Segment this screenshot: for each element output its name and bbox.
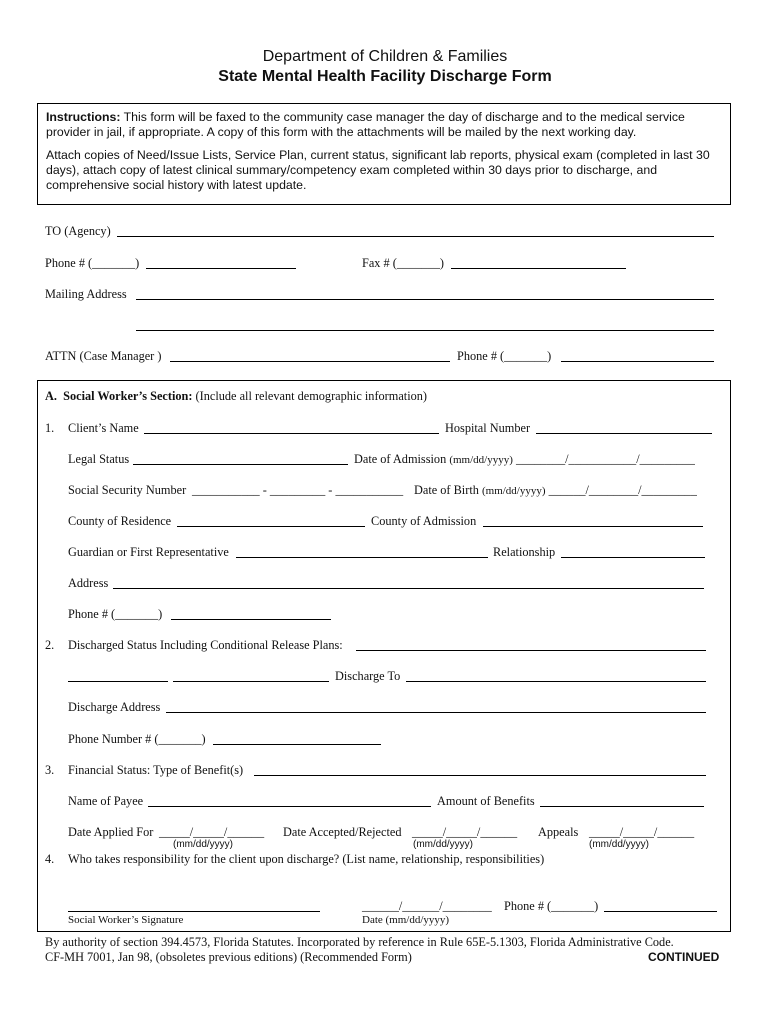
instructions-box <box>37 103 731 205</box>
form-id: CF-MH 7001, Jan 98, (obsoletes previous editions) (Recommended Form) <box>45 950 412 964</box>
date-applied-label: Date Applied For <box>68 825 154 839</box>
date-applied-field[interactable]: _____/_____/______ <box>159 825 265 839</box>
appeals-label: Appeals <box>538 825 579 839</box>
section-a-letter: A. <box>45 389 57 403</box>
name-of-payee-label: Name of Payee <box>68 794 144 808</box>
authority-statement: By authority of section 394.4573, Florida Statutes. Incorporated by reference in Rule 65E-5.1303, Florida Administrative Code. <box>45 935 674 949</box>
county-residence-label: County of Residence <box>68 514 172 528</box>
discharged-status-field[interactable] <box>356 650 706 651</box>
amount-of-benefits-label: Amount of Benefits <box>437 794 535 808</box>
item-2-number: 2. <box>45 638 55 652</box>
address-field[interactable] <box>113 588 704 589</box>
date-of-birth-format: (mm/dd/yyyy) <box>481 485 546 497</box>
date-of-admission-text: Date of Admission <box>354 452 447 466</box>
fax-label: Fax # (_______) <box>362 256 444 270</box>
hospital-number-label: Hospital Number <box>445 421 531 435</box>
date-accepted-field[interactable]: _____/_____/______ <box>412 825 518 839</box>
clients-name-label: Client’s Name <box>68 421 139 435</box>
county-admission-label: County of Admission <box>371 514 477 528</box>
item-1-number: 1. <box>45 421 55 435</box>
signature-date-label: Date (mm/dd/yyyy) <box>362 914 450 926</box>
signature-phone-field[interactable] <box>604 911 717 912</box>
clients-name-field[interactable] <box>144 433 439 434</box>
date-of-birth-label <box>414 483 697 498</box>
relationship-field[interactable] <box>561 557 705 558</box>
attn-field[interactable] <box>170 361 450 362</box>
date-of-admission-field[interactable]: ________/___________/_________ <box>515 452 695 466</box>
county-residence-field[interactable] <box>177 526 365 527</box>
form-title: State Mental Health Facility Discharge Form <box>218 68 552 85</box>
mailing-address-field-1[interactable] <box>136 299 714 300</box>
section-a-title: Social Worker’s Section: <box>63 389 193 403</box>
legal-status-label: Legal Status <box>68 452 130 466</box>
address-label: Address <box>68 576 109 590</box>
discharge-to-field[interactable] <box>406 681 706 682</box>
amount-of-benefits-field[interactable] <box>540 806 704 807</box>
discharge-blank-2[interactable] <box>173 681 329 682</box>
appeals-format: (mm/dd/yyyy) <box>589 839 649 850</box>
discharge-address-label: Discharge Address <box>68 700 161 714</box>
client-phone-label: Phone # (_______) <box>68 607 163 621</box>
discharge-phone-label: Phone Number # (_______) <box>68 732 206 746</box>
item-3-number: 3. <box>45 763 55 777</box>
date-of-birth-text: Date of Birth <box>414 483 479 497</box>
legal-status-field[interactable] <box>133 464 348 465</box>
to-agency-label: TO (Agency) <box>45 224 111 238</box>
date-of-admission-format: (mm/dd/yyyy) <box>449 454 513 466</box>
section-a-note: (Include all relevant demographic information) <box>195 389 428 403</box>
guardian-label: Guardian or First Representative <box>68 545 229 559</box>
date-of-birth-field[interactable]: ______/________/_________ <box>548 483 697 497</box>
relationship-label: Relationship <box>493 545 556 559</box>
phone-label: Phone # (_______) <box>45 256 140 270</box>
discharge-blank-1[interactable] <box>68 681 168 682</box>
hospital-number-field[interactable] <box>536 433 712 434</box>
to-agency-field[interactable] <box>117 236 714 237</box>
attn-label: ATTN (Case Manager ) <box>45 349 162 363</box>
fax-field[interactable] <box>451 268 626 269</box>
client-phone-field[interactable] <box>171 619 331 620</box>
discharged-status-label: Discharged Status Including Conditional Release Plans: <box>68 638 343 652</box>
date-applied-format: (mm/dd/yyyy) <box>173 839 233 850</box>
discharge-to-label: Discharge To <box>335 669 401 683</box>
phone-field[interactable] <box>146 268 296 269</box>
instructions-label: Instructions: <box>46 110 121 124</box>
attn-phone-label: Phone # (_______) <box>457 349 552 363</box>
date-accepted-format: (mm/dd/yyyy) <box>413 839 473 850</box>
discharge-address-field[interactable] <box>166 712 706 713</box>
signature-date-field[interactable]: ______/______/________ <box>362 899 492 913</box>
social-worker-signature-label: Social Worker’s Signature <box>68 914 184 926</box>
social-worker-signature-field[interactable] <box>68 911 320 912</box>
guardian-field[interactable] <box>236 557 488 558</box>
department-name: Department of Children & Families <box>262 48 508 65</box>
responsibility-label: Who takes responsibility for the client upon discharge? (List name, relationship, responsibilities) <box>68 852 545 866</box>
ssn-field[interactable]: ___________ - _________ - ___________ <box>192 483 404 497</box>
item-4-number: 4. <box>45 852 55 866</box>
date-of-admission-label <box>354 452 695 467</box>
continued-label: CONTINUED <box>648 950 720 964</box>
mailing-address-field-2[interactable] <box>136 330 714 331</box>
appeals-field[interactable]: _____/_____/______ <box>589 825 695 839</box>
section-a-heading <box>45 389 427 404</box>
financial-status-label: Financial Status: Type of Benefit(s) <box>68 763 244 777</box>
date-accepted-label: Date Accepted/Rejected <box>283 825 402 839</box>
attn-phone-field[interactable] <box>561 361 714 362</box>
discharge-phone-field[interactable] <box>213 744 381 745</box>
instructions-paragraph-1: This form will be faxed to the community case manager the day of discharge and to the medical service provider in jail, if appropriate. A copy of this form with the attachments will be mailed by the next working day. <box>46 110 685 139</box>
county-admission-field[interactable] <box>483 526 703 527</box>
instructions-paragraph-2: Attach copies of Need/Issue Lists, Service Plan, current status, significant lab reports, physical exam (completed in last 30 days), attach copy of latest clinical summary/competency exam completed within 30 days prior to discharge, and comprehensive social history with latest update. <box>46 148 710 192</box>
signature-phone-label: Phone # (_______) <box>504 899 599 913</box>
name-of-payee-field[interactable] <box>148 806 431 807</box>
benefit-type-field[interactable] <box>254 775 706 776</box>
ssn-label: Social Security Number <box>68 483 187 497</box>
mailing-address-label: Mailing Address <box>45 287 127 301</box>
